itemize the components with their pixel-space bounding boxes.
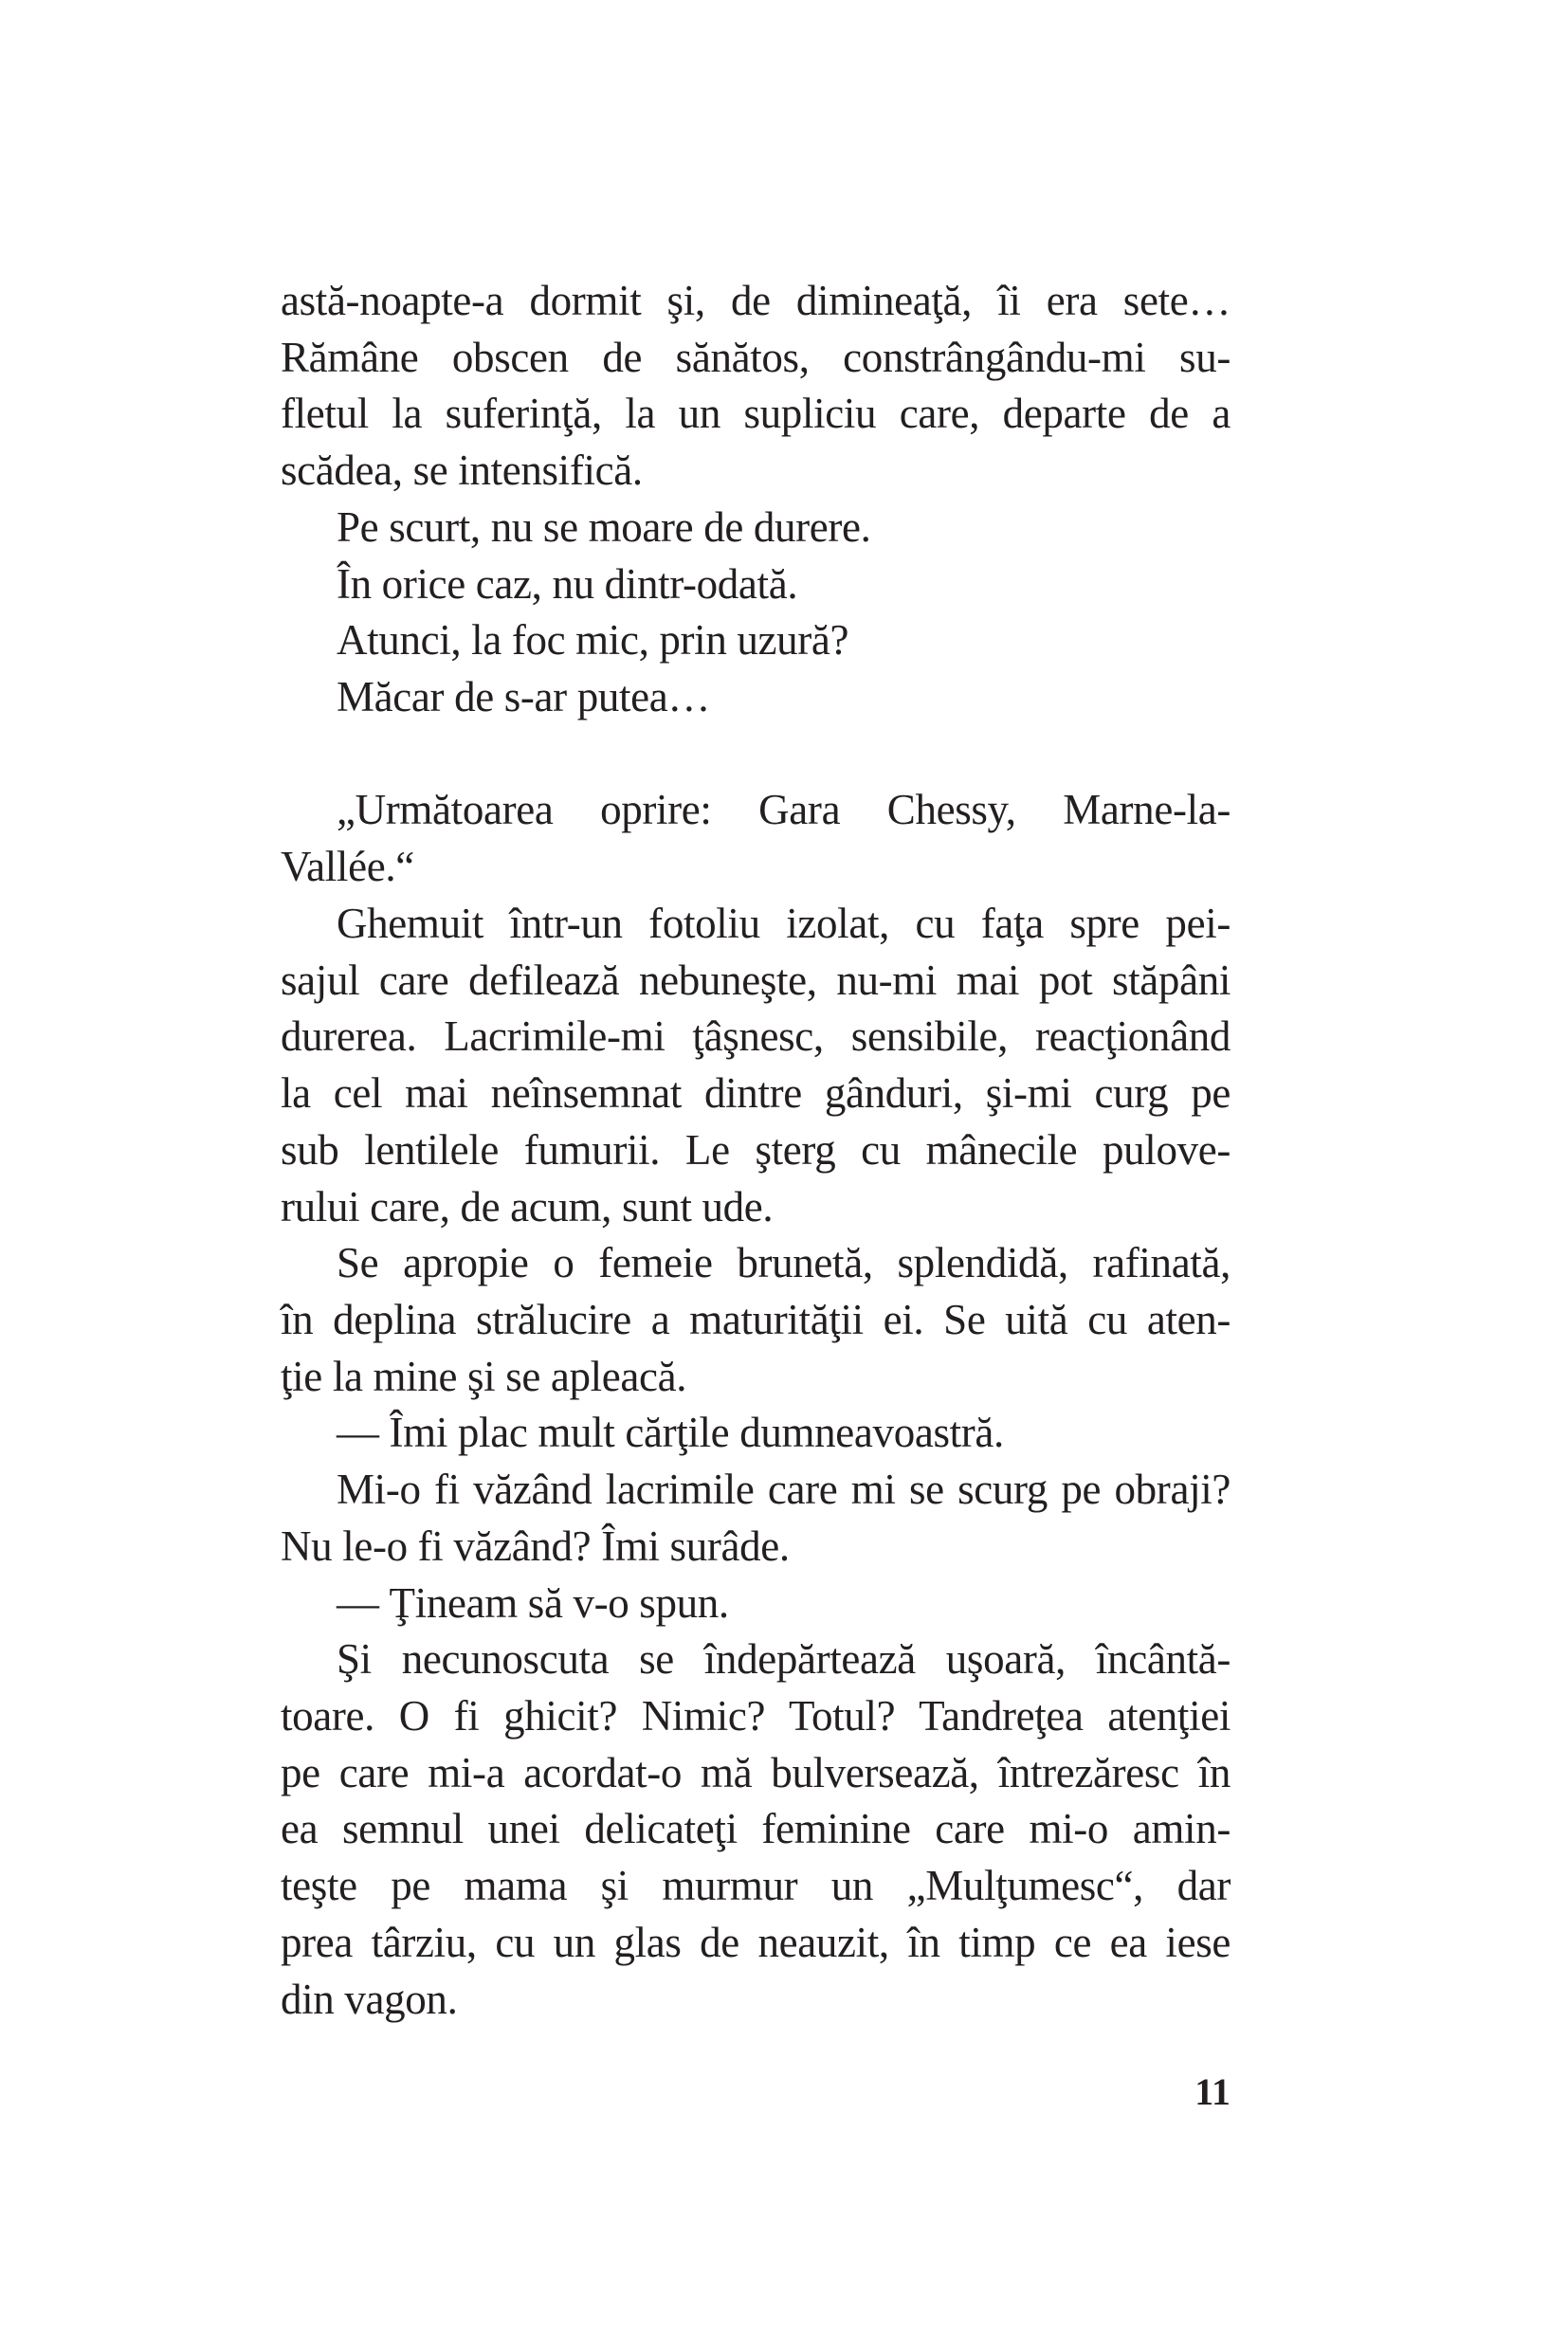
text-line: Vallée.“	[281, 843, 414, 891]
text-line: Măcar de s-ar putea…	[337, 673, 711, 721]
text-line: Şi necunoscuta se îndepărtează uşoară, încântă-	[337, 1635, 1231, 1684]
page-number: 11	[1194, 2070, 1231, 2113]
text-line: ea semnul unei delicateţi feminine care mi-o amin-	[281, 1805, 1231, 1853]
text-line: Se apropie o femeie brunetă, splendidă, rafinată,	[337, 1239, 1231, 1287]
text-line: fletul la suferinţă, la un supliciu care, departe de a	[281, 390, 1231, 438]
text-line: la cel mai neînsemnat dintre gânduri, şi-mi curg pe	[281, 1069, 1231, 1118]
body-text	[281, 273, 1231, 2028]
text-line: Rămâne obscen de sănătos, constrângându-mi su-	[281, 333, 1231, 381]
text-line: durerea. Lacrimile-mi ţâşnesc, sensibile, reacţionând	[281, 1012, 1231, 1061]
text-line: toare. O fi ghicit? Nimic? Totul? Tandreţea atenţiei	[281, 1691, 1231, 1740]
text-line: Ghemuit într-un fotoliu izolat, cu faţa spre pei-	[337, 899, 1231, 947]
text-line: din vagon.	[281, 1975, 458, 2023]
text-line: Mi-o fi văzând lacrimile care mi se scurg pe obraji?	[337, 1466, 1231, 1514]
text-line: rului care, de acum, sunt ude.	[281, 1182, 774, 1230]
text-line: scădea, se intensifică.	[281, 447, 643, 495]
blank-line	[281, 726, 1231, 783]
text-line: Atunci, la foc mic, prin uzură?	[337, 616, 849, 665]
text-line: Pe scurt, nu se moare de durere.	[337, 502, 871, 551]
text-line: teşte pe mama şi murmur un „Mulţumesc“, dar	[281, 1862, 1231, 1910]
text-line: Nu le-o fi văzând? Îmi surâde.	[281, 1522, 790, 1570]
text-line: prea târziu, cu un glas de neauzit, în timp ce ea iese	[281, 1918, 1231, 1966]
dialogue-line: — Ţineam să v-o spun.	[337, 1578, 729, 1627]
text-line: sajul care defilează nebuneşte, nu-mi mai pot stăpâni	[281, 956, 1231, 1004]
text-line: În orice caz, nu dintr-odată.	[337, 559, 798, 608]
text-line: pe care mi-a acordat-o mă bulversează, întrezăresc în	[281, 1748, 1231, 1796]
dialogue-line: — Îmi plac mult cărţile dumneavoastră.	[337, 1409, 1004, 1457]
text-line: „Următoarea oprire: Gara Chessy, Marne-la-	[337, 786, 1231, 834]
text-line: în deplina strălucire a maturităţii ei. Se uită cu aten-	[281, 1295, 1231, 1343]
text-line: astă-noapte-a dormit şi, de dimineaţă, îi era sete…	[281, 277, 1231, 324]
text-line: sub lentilele fumurii. Le şterg cu mânecile pulove-	[281, 1125, 1231, 1174]
text-line: ţie la mine şi se apleacă.	[281, 1352, 687, 1400]
